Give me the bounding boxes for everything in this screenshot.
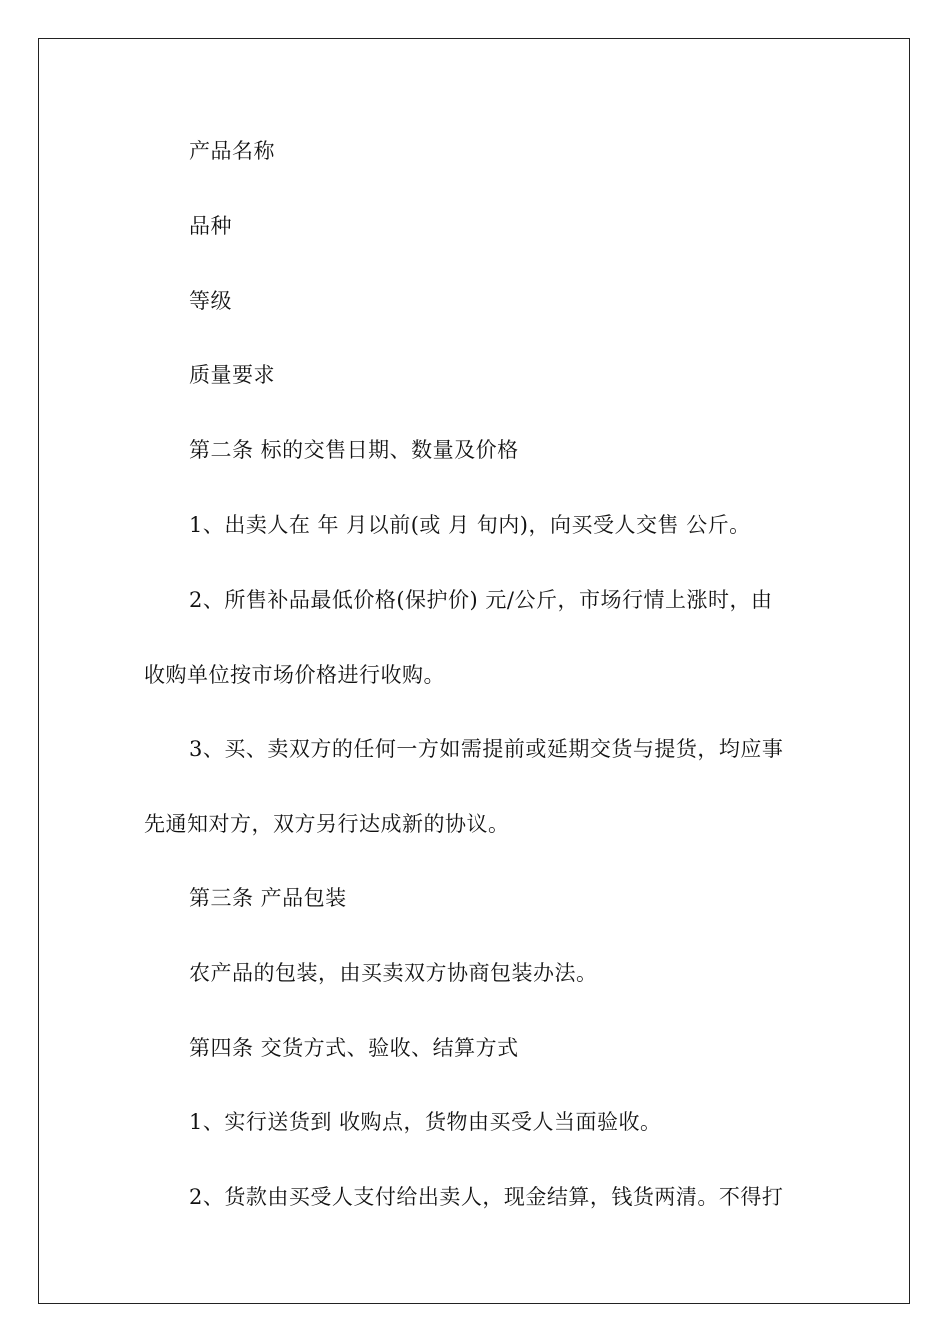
field-variety: 品种 (189, 214, 232, 238)
field-product-name: 产品名称 (189, 139, 275, 163)
article-2-item-2-cont: 收购单位按市场价格进行收购。 (144, 663, 445, 687)
article-4-heading: 第四条 交货方式、验收、结算方式 (189, 1036, 519, 1060)
article-3-body: 农产品的包装，由买卖双方协商包装办法。 (189, 961, 598, 985)
article-4-item-2: 2、货款由买受人支付给出卖人，现金结算，钱货两清。不得打 (189, 1185, 784, 1209)
article-2-item-3-cont: 先通知对方，双方另行达成新的协议。 (144, 812, 510, 836)
article-2-heading: 第二条 标的交售日期、数量及价格 (189, 438, 519, 462)
article-2-item-1: 1、出卖人在 年 月以前(或 月 旬内)，向买受人交售 公斤。 (189, 513, 751, 537)
field-grade: 等级 (189, 289, 232, 313)
article-2-item-3: 3、买、卖双方的任何一方如需提前或延期交货与提货，均应事 (189, 737, 784, 761)
field-quality: 质量要求 (189, 363, 275, 387)
article-2-item-2: 2、所售补品最低价格(保护价) 元/公斤，市场行情上涨时，由 (189, 588, 773, 612)
article-4-item-1: 1、实行送货到 收购点，货物由买受人当面验收。 (189, 1110, 662, 1134)
article-3-heading: 第三条 产品包装 (189, 886, 347, 910)
